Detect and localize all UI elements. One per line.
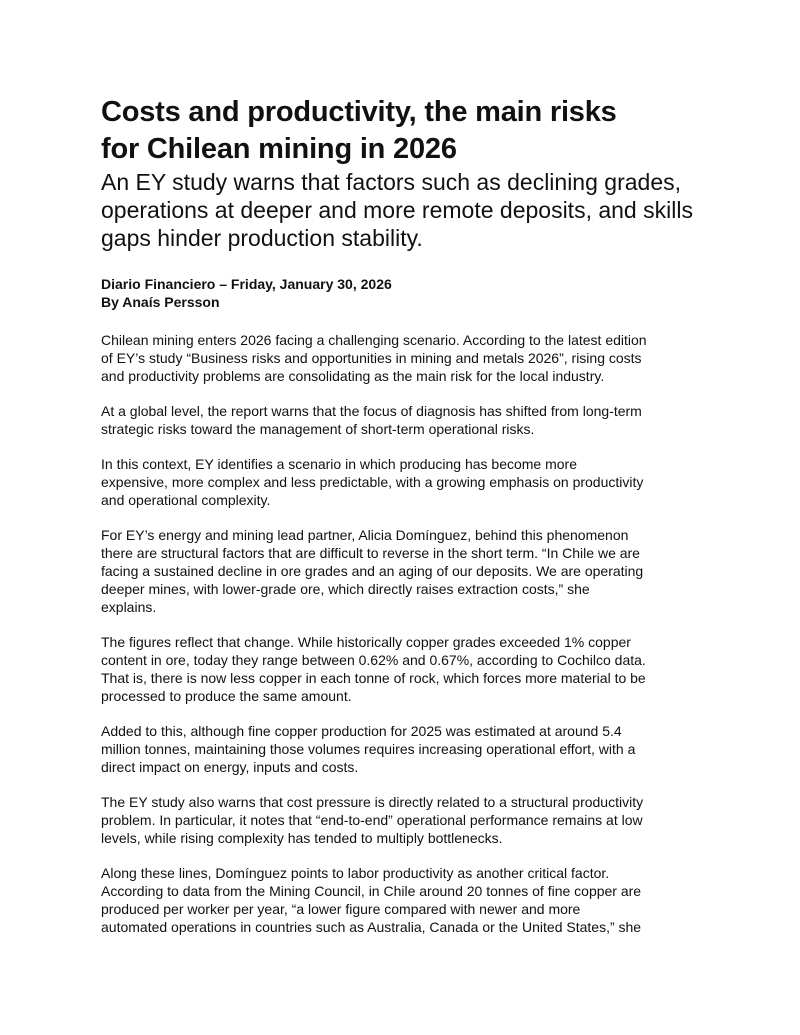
article: [101, 94, 701, 953]
paragraph-line: Chilean mining enters 2026 facing a challenging scenario. According to the latest edition: [101, 332, 647, 348]
byline: [101, 275, 701, 311]
paragraph-line: In this context, EY identifies a scenario in which producing has become more: [101, 456, 577, 472]
paragraph-line: At a global level, the report warns that the focus of diagnosis has shifted from long-term: [101, 403, 642, 419]
paragraph-line: automated operations in countries such as Australia, Canada or the United States,” she: [101, 919, 642, 935]
paragraph: [101, 402, 701, 438]
paragraph-line: and operational complexity.: [101, 492, 271, 508]
paragraph-line: million tonnes, maintaining those volumes requires increasing operational effort, with a: [101, 741, 636, 757]
paragraph-line: deeper mines, with lower-grade ore, which directly raises extraction costs,” she: [101, 581, 590, 597]
author: By Anaís Persson: [101, 294, 220, 310]
paragraph-line: facing a sustained decline in ore grades and an aging of our deposits. We are operating: [101, 563, 644, 579]
paragraph-line: processed to produce the same amount.: [101, 688, 352, 704]
paragraph-line: Along these lines, Domínguez points to labor productivity as another critical factor.: [101, 865, 610, 881]
paragraph: [101, 526, 701, 616]
paragraph-line: Added to this, although fine copper production for 2025 was estimated at around 5.4: [101, 723, 622, 739]
paragraph-line: strategic risks toward the management of short-term operational risks.: [101, 421, 535, 437]
paragraph: [101, 793, 701, 847]
paragraph-line: levels, while rising complexity has tended to multiply bottlenecks.: [101, 830, 503, 846]
paragraph-line: content in ore, today they range between 0.62% and 0.67%, according to Cochilco data.: [101, 652, 646, 668]
paragraph-line: produced per worker per year, “a lower figure compared with newer and more: [101, 901, 581, 917]
subheadline-line: gaps hinder production stability.: [101, 225, 423, 251]
paragraph-line: direct impact on energy, inputs and costs.: [101, 759, 359, 775]
paragraph-line: That is, there is now less copper in each tonne of rock, which forces more material to be: [101, 670, 646, 686]
paragraph-line: The EY study also warns that cost pressure is directly related to a structural productivity: [101, 794, 644, 810]
paragraph-line: of EY’s study “Business risks and opportunities in mining and metals 2026”, rising costs: [101, 350, 642, 366]
source-dateline: Diario Financiero – Friday, January 30, 2026: [101, 276, 392, 292]
paragraph-line: problem. In particular, it notes that “end-to-end” operational performance remains at low: [101, 812, 643, 828]
subheadline: [101, 168, 701, 252]
paragraph: [101, 633, 701, 705]
paragraph-line: there are structural factors that are difficult to reverse in the short term. “In Chile we are: [101, 545, 640, 561]
paragraph-line: According to data from the Mining Council, in Chile around 20 tonnes of fine copper are: [101, 883, 642, 899]
subheadline-line: operations at deeper and more remote deposits, and skills: [101, 197, 693, 223]
paragraph-line: For EY’s energy and mining lead partner, Alicia Domínguez, behind this phenomenon: [101, 527, 629, 543]
paragraph: [101, 455, 701, 509]
paragraph: [101, 722, 701, 776]
subheadline-line: An EY study warns that factors such as declining grades,: [101, 169, 681, 195]
article-body: [101, 331, 701, 936]
headline-line: Costs and productivity, the main risks: [101, 96, 617, 128]
headline: [101, 94, 701, 168]
paragraph: [101, 864, 701, 936]
headline-line: for Chilean mining in 2026: [101, 133, 457, 165]
paragraph-line: The figures reflect that change. While historically copper grades exceeded 1% copper: [101, 634, 631, 650]
paragraph-line: explains.: [101, 599, 157, 615]
paragraph-line: and productivity problems are consolidating as the main risk for the local industry.: [101, 368, 605, 384]
paragraph: [101, 331, 701, 385]
paragraph-line: expensive, more complex and less predictable, with a growing emphasis on productivity: [101, 474, 644, 490]
